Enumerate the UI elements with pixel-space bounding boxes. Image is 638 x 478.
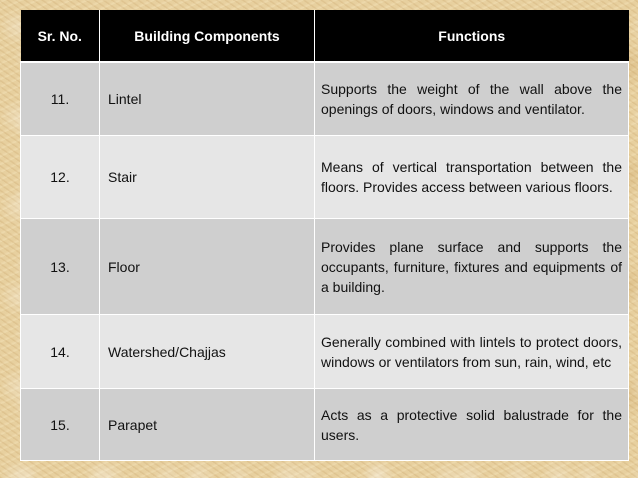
cell-function: Means of vertical transportation between the floors. Provides access between various floors.	[315, 136, 629, 219]
table-row	[21, 219, 629, 315]
cell-component: Floor	[100, 219, 315, 315]
cell-function: Supports the weight of the wall above the openings of doors, windows and ventilator.	[315, 62, 629, 136]
table-row	[21, 389, 629, 461]
components-table-container	[20, 10, 628, 461]
header-building-components: Building Components	[100, 10, 315, 62]
cell-sr-no: 12.	[21, 136, 100, 219]
table-row	[21, 136, 629, 219]
cell-function: Generally combined with lintels to protect doors, windows or ventilators from sun, rain, wind, etc	[315, 315, 629, 389]
building-components-table	[20, 10, 629, 461]
cell-sr-no: 13.	[21, 219, 100, 315]
cell-component: Watershed/Chajjas	[100, 315, 315, 389]
cell-component: Lintel	[100, 62, 315, 136]
cell-component: Stair	[100, 136, 315, 219]
table-header-row	[21, 10, 629, 62]
cell-component: Parapet	[100, 389, 315, 461]
cell-sr-no: 15.	[21, 389, 100, 461]
cell-function: Provides plane surface and supports the occupants, furniture, fixtures and equipments of a building.	[315, 219, 629, 315]
table-row	[21, 315, 629, 389]
cell-function: Acts as a protective solid balustrade for the users.	[315, 389, 629, 461]
table-row	[21, 62, 629, 136]
cell-sr-no: 11.	[21, 62, 100, 136]
header-sr-no: Sr. No.	[21, 10, 100, 62]
header-functions: Functions	[315, 10, 629, 62]
cell-sr-no: 14.	[21, 315, 100, 389]
